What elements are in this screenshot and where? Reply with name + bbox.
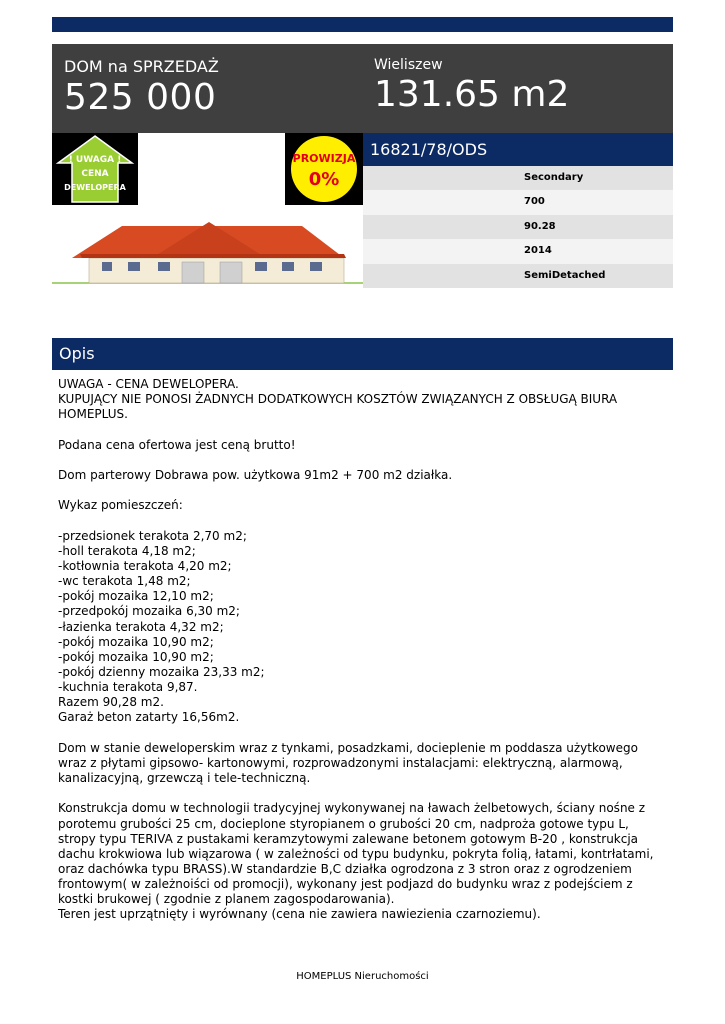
description-paragraph: Podana cena ofertowa jest ceną brutto! [58, 437, 296, 452]
detail-building-type: SemiDetached [524, 269, 606, 281]
area-value: 131.65 m2 [374, 74, 570, 115]
detail-row [363, 239, 673, 263]
footer-agency-name: HOMEPLUS Nieruchomości [296, 971, 429, 982]
detail-row [363, 166, 673, 190]
details-table [363, 166, 673, 288]
location-block [374, 57, 569, 115]
detail-usable-area: 90.28 [524, 220, 556, 232]
description-paragraph: Konstrukcja domu w technologii tradycyjnej wykonywanej na ławach żelbetowych, ściany nośne z porotemu grubości 25 cm, docieplone styropianem o grubości 20 cm, nadproża gotowe typu L, stropy typu TERIVA z pustakami keramzytowymi zalewane betonem gotowym B-20 , konstrukcja dachu krokwiowa lub wiązarowa ( w zależności od typu budynku, pokryta folią, łatami, kontrłatami, oraz dachówka typu BRASS).W standardzie B,C działka ogrodzona z 3 stron oraz z ogrodzeniem frontowym( w zależnoiści od promocji), wykonany jest podjazd do budynku wraz z podejściem z kostki brukowej ( zgodnie z planem zagospodarowania). Teren jest uprzątnięty i wyrównany (cena nie zawiera nawiezienia czarnoziemu). [58, 801, 654, 922]
city-label: Wieliszew [374, 57, 443, 73]
prowizja-title: PROWIZJA [292, 152, 356, 165]
prowizja-zero-badge [285, 133, 363, 205]
description-body [58, 377, 668, 923]
uwaga-line-3: DEWELOPERA [64, 183, 126, 192]
detail-row [363, 190, 673, 214]
listing-header [52, 44, 673, 133]
uwaga-cena-dewelopera-badge [52, 133, 138, 205]
description-paragraph: UWAGA - CENA DEWELOPERA. KUPUJĄCY NIE PONOSI ŻADNYCH DODATKOWYCH KOSZTÓW ZWIĄZANYCH Z OBSŁUGĄ BIURA HOMEPLUS. [58, 377, 618, 422]
top-accent-bar [52, 17, 673, 32]
property-type-label: DOM na SPRZEDAŻ [64, 57, 219, 76]
price-block [64, 58, 219, 118]
prowizja-value: 0% [308, 169, 340, 190]
reference-bar [363, 133, 673, 166]
description-section-header [52, 338, 673, 370]
description-paragraph: Wykaz pomieszczeń: [58, 498, 183, 513]
uwaga-line-2: CENA [81, 169, 109, 179]
uwaga-line-1: ! UWAGA ! [68, 155, 122, 165]
detail-row [363, 264, 673, 288]
description-paragraph: -przedsionek terakota 2,70 m2; -holl terakota 4,18 m2; -kotłownia terakota 4,20 m2; -wc terakota 1,48 m2; -pokój mozaika 12,10 m2; -przedpokój mozaika 6,30 m2; -łazienka terakota 4,32 m2; -pokój mozaika 10,90 m2; -pokój mozaika 10,90 m2; -pokój dzienny mozaika 23,33 m2; -kuchnia terakota 9,87. Razem 90,28 m2. Garaż beton zatarty 16,56m2. [58, 528, 265, 725]
section-title: Opis [59, 344, 95, 363]
house-illustration [52, 212, 363, 284]
reference-number: 16821/78/ODS [370, 140, 488, 159]
detail-year: 2014 [524, 245, 552, 257]
detail-plot-area: 700 [524, 196, 545, 208]
price-value: 525 000 [64, 77, 217, 118]
description-paragraph: Dom w stanie deweloperskim wraz z tynkami, posadzkami, docieplenie m poddasza użytkowego wraz z płytami gipsowo- kartonowymi, rozprowadzonymi instalacjami: elektryczną, alarmową, kanalizacyjną, grzewczą i tele-techniczną. [58, 740, 642, 786]
detail-row [363, 215, 673, 239]
description-paragraph: Dom parterowy Dobrawa pow. użytkowa 91m2 + 700 m2 działka. [58, 467, 453, 482]
detail-market: Secondary [524, 172, 584, 183]
